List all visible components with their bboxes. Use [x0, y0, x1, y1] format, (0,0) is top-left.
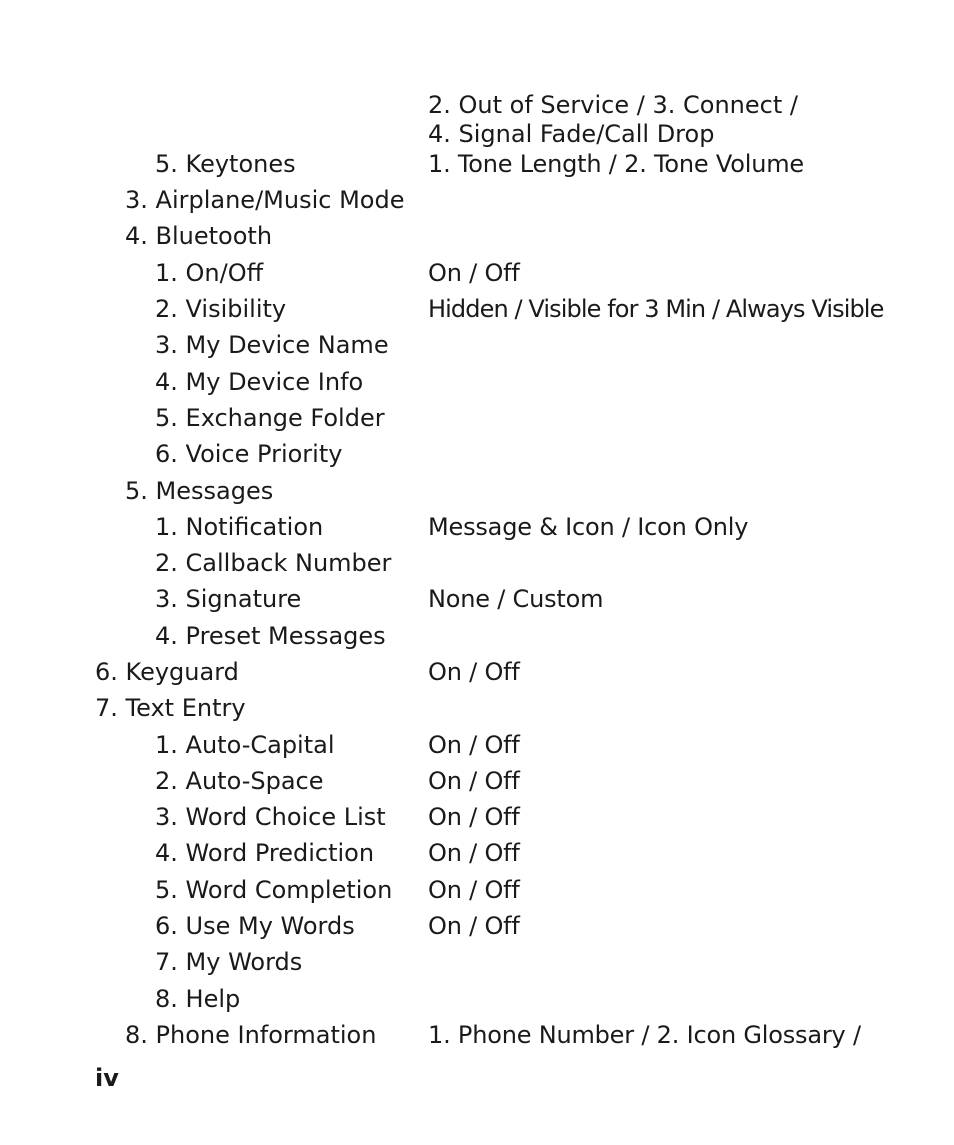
menu-value: Hidden / Visible for 3 Min / Always Visible: [428, 295, 884, 323]
menu-label: 5. Word Completion: [155, 876, 393, 904]
menu-label: 3. Word Choice List: [155, 803, 386, 831]
menu-row: [0, 367, 954, 401]
page-number: iv: [95, 1064, 119, 1092]
menu-label: 2. Callback Number: [155, 549, 392, 577]
continuation-line-1: 2. Out of Service / 3. Connect /: [428, 91, 798, 119]
menu-label: 3. My Device Name: [155, 331, 389, 359]
menu-label: 6. Keyguard: [95, 658, 239, 686]
menu-row: [0, 766, 954, 800]
menu-label: 5. Exchange Folder: [155, 404, 385, 432]
menu-row: [0, 802, 954, 836]
menu-label: 4. Bluetooth: [125, 222, 273, 250]
menu-row: [0, 730, 954, 764]
menu-value: On / Off: [428, 912, 520, 940]
menu-row: [0, 1020, 954, 1054]
menu-value: On / Off: [428, 658, 520, 686]
menu-row: [0, 403, 954, 437]
menu-label: 7. My Words: [155, 948, 303, 976]
menu-label: 2. Visibility: [155, 295, 287, 323]
menu-row: [0, 512, 954, 546]
menu-row: [0, 476, 954, 510]
menu-row: [0, 693, 954, 727]
menu-row: [0, 258, 954, 292]
menu-label: 5. Keytones: [155, 150, 296, 178]
menu-value: 1. Tone Length / 2. Tone Volume: [428, 150, 804, 178]
menu-row: [0, 185, 954, 219]
menu-label: 4. Preset Messages: [155, 622, 386, 650]
menu-label: 1. On/Off: [155, 259, 264, 287]
menu-label: 3. Signature: [155, 585, 302, 613]
menu-label: 8. Phone Information: [125, 1021, 377, 1049]
menu-label: 1. Auto-Capital: [155, 731, 335, 759]
menu-row: [0, 294, 954, 328]
menu-row: [0, 330, 954, 364]
menu-row: [0, 875, 954, 909]
menu-row: [0, 548, 954, 582]
menu-value: On / Off: [428, 876, 520, 904]
menu-label: 6. Voice Priority: [155, 440, 343, 468]
menu-label: 4. My Device Info: [155, 368, 364, 396]
menu-label: 3. Airplane/Music Mode: [125, 186, 405, 214]
menu-value: On / Off: [428, 731, 520, 759]
menu-row: [0, 221, 954, 255]
menu-row: [0, 621, 954, 655]
menu-row: [0, 657, 954, 691]
menu-label: 8. Help: [155, 985, 241, 1013]
menu-label: 7. Text Entry: [95, 694, 246, 722]
menu-label: 4. Word Prediction: [155, 839, 375, 867]
menu-row: [0, 947, 954, 981]
menu-label: 5. Messages: [125, 477, 274, 505]
menu-row: [0, 838, 954, 872]
menu-value: On / Off: [428, 767, 520, 795]
menu-value: On / Off: [428, 259, 520, 287]
menu-label: 2. Auto-Space: [155, 767, 324, 795]
menu-value: Message & Icon / Icon Only: [428, 513, 749, 541]
menu-row: [0, 584, 954, 618]
menu-value: On / Off: [428, 803, 520, 831]
menu-value: On / Off: [428, 839, 520, 867]
menu-value: 1. Phone Number / 2. Icon Glossary /: [428, 1021, 861, 1049]
menu-row: [0, 911, 954, 945]
menu-value: None / Custom: [428, 585, 604, 613]
menu-label: 6. Use My Words: [155, 912, 355, 940]
menu-row: [0, 984, 954, 1018]
menu-row: [0, 149, 954, 183]
menu-row: [0, 439, 954, 473]
continuation-line-2: 4. Signal Fade/Call Drop: [428, 120, 715, 148]
menu-label: 1. Notification: [155, 513, 324, 541]
